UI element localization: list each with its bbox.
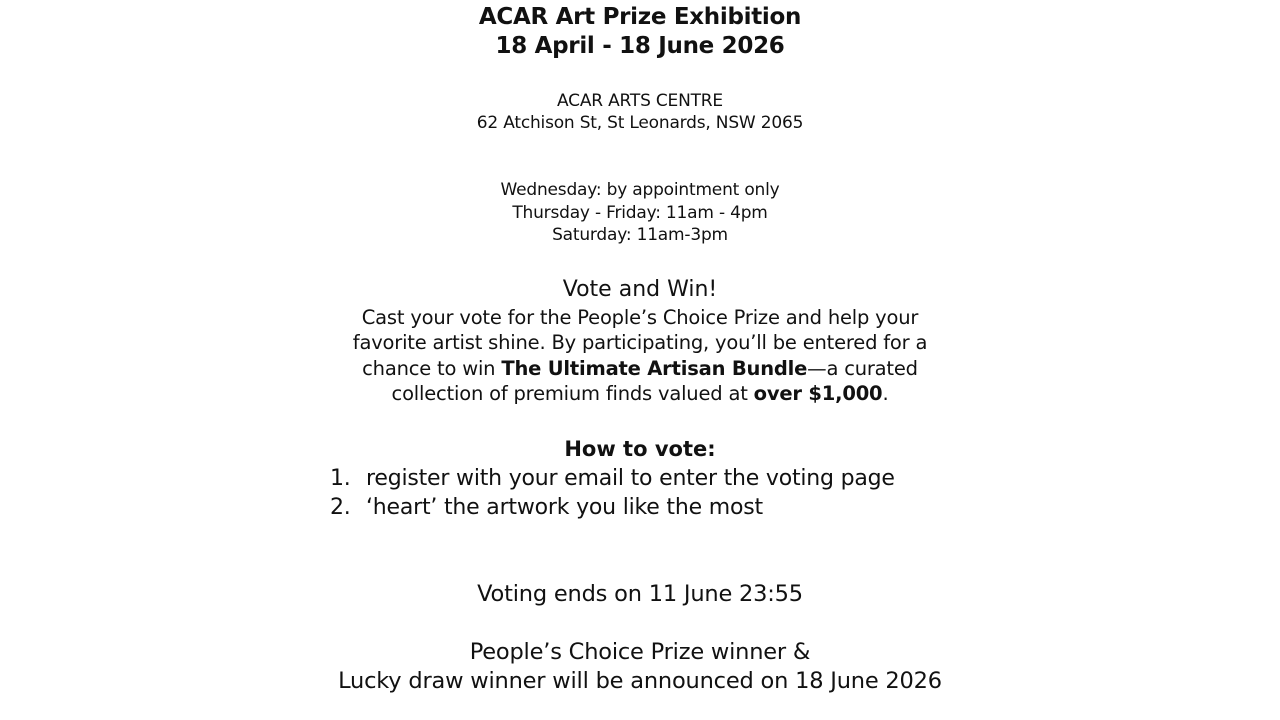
vote-heading: Vote and Win! bbox=[562, 277, 718, 302]
venue-name: ACAR ARTS CENTRE bbox=[557, 91, 723, 111]
step-number: 1. bbox=[330, 466, 351, 491]
line3-pre: chance to win bbox=[362, 357, 502, 380]
step-text: register with your email to enter the voting page bbox=[366, 466, 895, 491]
venue-address: 62 Atchison St, St Leonards, NSW 2065 bbox=[476, 113, 804, 133]
vote-step-2 bbox=[330, 495, 763, 520]
voting-deadline: Voting ends on 11 June 23:55 bbox=[477, 581, 803, 607]
prize-bundle-name: The Ultimate Artisan Bundle bbox=[501, 357, 808, 380]
exhibition-title: ACAR Art Prize Exhibition bbox=[478, 4, 802, 30]
vote-paragraph-line-1: Cast your vote for the People’s Choice Prize and help your bbox=[361, 306, 919, 329]
announcement-line-2: Lucky draw winner will be announced on 18 June 2026 bbox=[338, 668, 942, 694]
vote-paragraph-line-4 bbox=[0, 382, 1280, 405]
prize-value: over $1,000 bbox=[753, 382, 883, 405]
step-text: ‘heart’ the artwork you like the most bbox=[366, 495, 763, 520]
line3-post: —a curated bbox=[807, 357, 918, 380]
hours-wednesday: Wednesday: by appointment only bbox=[500, 180, 780, 200]
vote-paragraph-line-2: favorite artist shine. By participating, you’ll be entered for a bbox=[352, 331, 928, 354]
announcement-line-1: People’s Choice Prize winner & bbox=[469, 639, 811, 665]
vote-paragraph-line-3 bbox=[0, 357, 1280, 380]
vote-step-1 bbox=[330, 466, 895, 491]
step-number: 2. bbox=[330, 495, 351, 520]
hours-saturday: Saturday: 11am-3pm bbox=[552, 225, 728, 245]
hours-thursday-friday: Thursday - Friday: 11am - 4pm bbox=[512, 203, 768, 223]
line4-post: . bbox=[882, 382, 889, 405]
how-to-vote-heading: How to vote: bbox=[564, 437, 716, 461]
line4-pre: collection of premium finds valued at bbox=[391, 382, 754, 405]
exhibition-dates: 18 April - 18 June 2026 bbox=[495, 33, 785, 59]
